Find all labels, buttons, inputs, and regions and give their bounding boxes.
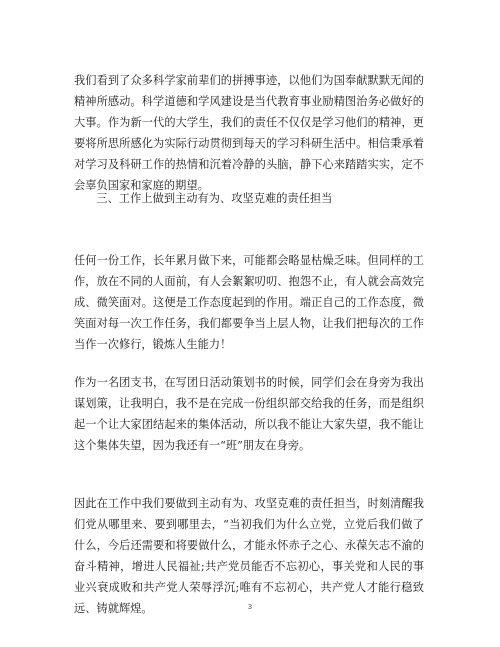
- paragraph-text: 任何一份工作，长年累月做下来，可能都会略显枯燥乏味。但同样的工作，放在不同的人面前，有人会絮絮叨叨、抱怨不止，有人就会高效完成、微笑面对。这便是工作态度起到的作用。端正自己的工作态度，微笑面对每一次工作任务，我们都要争当上层人物，让我们把每次的工作当作一次修行，锻炼人生能力！: [74, 254, 424, 351]
- section-heading-text: 三、工作上做到主动有为、攻坚克难的责任担当: [96, 192, 333, 205]
- paragraph-responsibility: [74, 493, 424, 619]
- paragraph-text: 作为一名团支书，在写团日活动策划书的时候，同学们会在身旁为我出谋划策，让我明白，我不是在完成一份组织部交给我的任务，而是组织起一个让大家团结起来的集体活动，所以我不能让大家失望，我不能让这个集体失望，因为我还有一“班”朋友在身旁。: [74, 376, 424, 452]
- paragraph-league-secretary: [74, 372, 424, 456]
- paragraph-work-attitude: [74, 250, 424, 355]
- page-number: 3: [247, 603, 253, 611]
- paragraph-text: 我们看到了众多科学家前辈们的拼搏事迹，以他们为国奉献默默无闻的精神所感动。科学道德和学风建设是当代教育事业励精图治务必做好的大事。作为新一代的大学生，我们的责任不仅仅是学习他们的精神，更要将所思所感化为实际行动贯彻到每天的学习科研生活中。相信秉承着对学习及科研工作的热情和沉着冷静的头脑，静下心来踏踏实实，定不会辜负国家和家庭的期望。: [74, 74, 424, 192]
- paragraph-text: 因此在工作中我们要做到主动有为、攻坚克难的责任担当，时刻清醒我们党从哪里来、要到哪里去，“当初我们为什么立党，立党后我们做了什么，今后还需要和将要做什么，才能永怀赤子之心、永葆矢志不渝的奋斗精神，增进人民福祉;共产党员能否不忘初心，事关党和人民的事业兴衰成败和共产党人荣辱浮沉;唯有不忘初心，共产党人才能行稳致远、铸就辉煌。: [74, 497, 424, 615]
- section-heading: [74, 188, 424, 209]
- paragraph-scientists: [74, 70, 424, 196]
